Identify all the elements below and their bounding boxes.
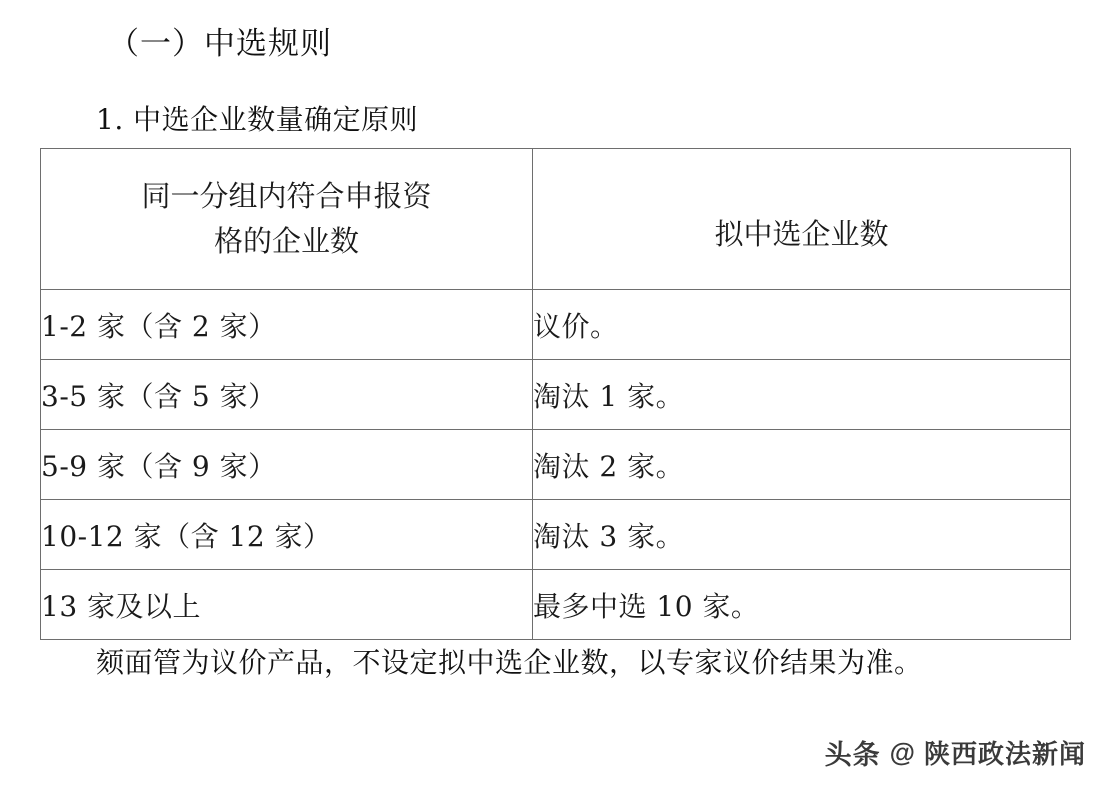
header-line-3: 拟中选企业数	[714, 216, 889, 251]
watermark-account-name: 陕西政法新闻	[923, 739, 1086, 769]
table-cell-condition: 1-2 家（含 2 家）	[41, 290, 533, 360]
table-cell-result: 淘汰 2 家。	[533, 430, 1071, 500]
table-cell-condition: 13 家及以上	[41, 570, 533, 640]
table-row	[41, 290, 1071, 360]
header-line-1: 同一分组内符合申报资	[141, 179, 432, 214]
table-row	[41, 360, 1071, 430]
table-cell-condition: 10-12 家（含 12 家）	[41, 500, 533, 570]
table-row	[41, 430, 1071, 500]
table-row	[41, 500, 1071, 570]
table-cell-condition: 5-9 家（含 9 家）	[41, 430, 533, 500]
watermark	[825, 733, 1086, 772]
table-header-cell-condition	[41, 149, 533, 290]
table-header-row	[41, 149, 1071, 290]
table-cell-condition: 3-5 家（含 5 家）	[41, 360, 533, 430]
subsection-heading: 1. 中选企业数量确定原则	[96, 103, 419, 136]
table-cell-result: 最多中选 10 家。	[533, 570, 1071, 640]
table-cell-result: 淘汰 3 家。	[533, 500, 1071, 570]
watermark-logo: 头条	[824, 740, 881, 770]
at-icon: @	[889, 737, 915, 767]
body-paragraph: 颏面管为议价产品，不设定拟中选企业数，以专家议价结果为准。	[96, 646, 923, 679]
selection-rule-table	[40, 148, 1071, 640]
table-row	[41, 570, 1071, 640]
header-line-2: 格的企业数	[213, 224, 359, 258]
table-header-cell-result	[533, 149, 1071, 290]
table-cell-result: 议价。	[533, 290, 1071, 360]
table-cell-result: 淘汰 1 家。	[533, 360, 1071, 430]
section-heading: （一）中选规则	[108, 26, 332, 62]
